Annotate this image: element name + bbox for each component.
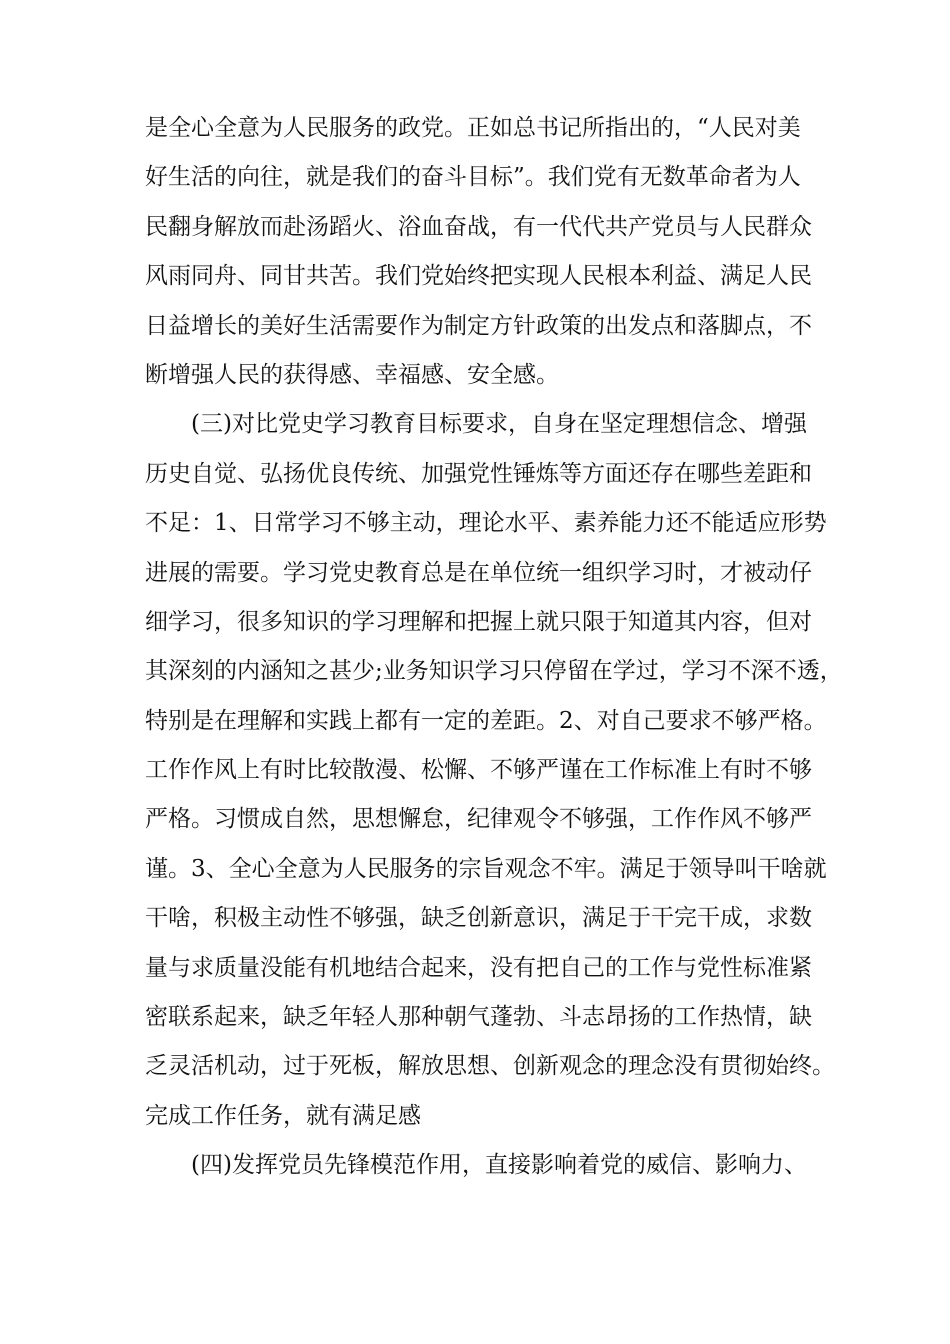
text-line: 量与求质量没能有机地结合起来，没有把自己的工作与党性标准紧 <box>145 954 812 981</box>
text-line: 是全心全意为人民服务的政党。正如总书记所指出的，“人民对美 <box>145 115 801 141</box>
text-line: 特别是在理解和实践上都有一定的差距。2、对自己要求不够严格。 <box>145 707 827 734</box>
text-line: 断增强人民的获得感、幸福感、安全感。 <box>145 361 559 388</box>
text-line: 不足：1、日常学习不够主动，理论水平、素养能力还不能适应形势 <box>145 510 827 537</box>
text-line: 乏灵活机动，过于死板，解放思想、创新观念的理念没有贯彻始终。 <box>145 1053 835 1080</box>
text-line: 干啥，积极主动性不够强，缺乏创新意识，满足于干完干成，求数 <box>145 905 812 932</box>
text-line: 严格。习惯成自然，思想懈怠，纪律观令不够强，工作作风不够严 <box>145 806 812 833</box>
paragraph-first-line: (三)对比党史学习教育目标要求，自身在坚定理想信念、增强 <box>191 411 807 438</box>
text-line: 工作作风上有时比较散漫、松懈、不够严谨在工作标准上有时不够 <box>145 757 812 784</box>
text-line: 日益增长的美好生活需要作为制定方针政策的出发点和落脚点，不 <box>145 312 812 339</box>
text-line: 其深刻的内涵知之甚少;业务知识学习只停留在学过，学习不深不透， <box>145 658 843 685</box>
text-line: 谨。3、全心全意为人民服务的宗旨观念不牢。满足于领导叫干啥就 <box>145 855 827 882</box>
text-line: 好生活的向往，就是我们的奋斗目标”。我们党有无数革命者为人 <box>145 164 801 191</box>
text-line: 历史自觉、弘扬优良传统、加强党性锤炼等方面还存在哪些差距和 <box>145 460 812 487</box>
text-line: 细学习，很多知识的学习理解和把握上就只限于知道其内容，但对 <box>145 608 812 635</box>
paragraph-first-line: (四)发挥党员先锋模范作用，直接影响着党的威信、影响力、 <box>191 1152 807 1179</box>
text-line: 风雨同舟、同甘共苦。我们党始终把实现人民根本利益、满足人民 <box>145 263 812 290</box>
text-line: 进展的需要。学习党史教育总是在单位统一组织学习时，才被动仔 <box>145 559 812 586</box>
text-line: 完成工作任务，就有满足感 <box>145 1102 421 1129</box>
document-body-text <box>145 104 843 1191</box>
text-line: 民翻身解放而赴汤蹈火、浴血奋战，有一代代共产党员与人民群众 <box>145 213 812 240</box>
text-line: 密联系起来，缺乏年轻人那种朝气蓬勃、斗志昂扬的工作热情，缺 <box>145 1004 812 1031</box>
